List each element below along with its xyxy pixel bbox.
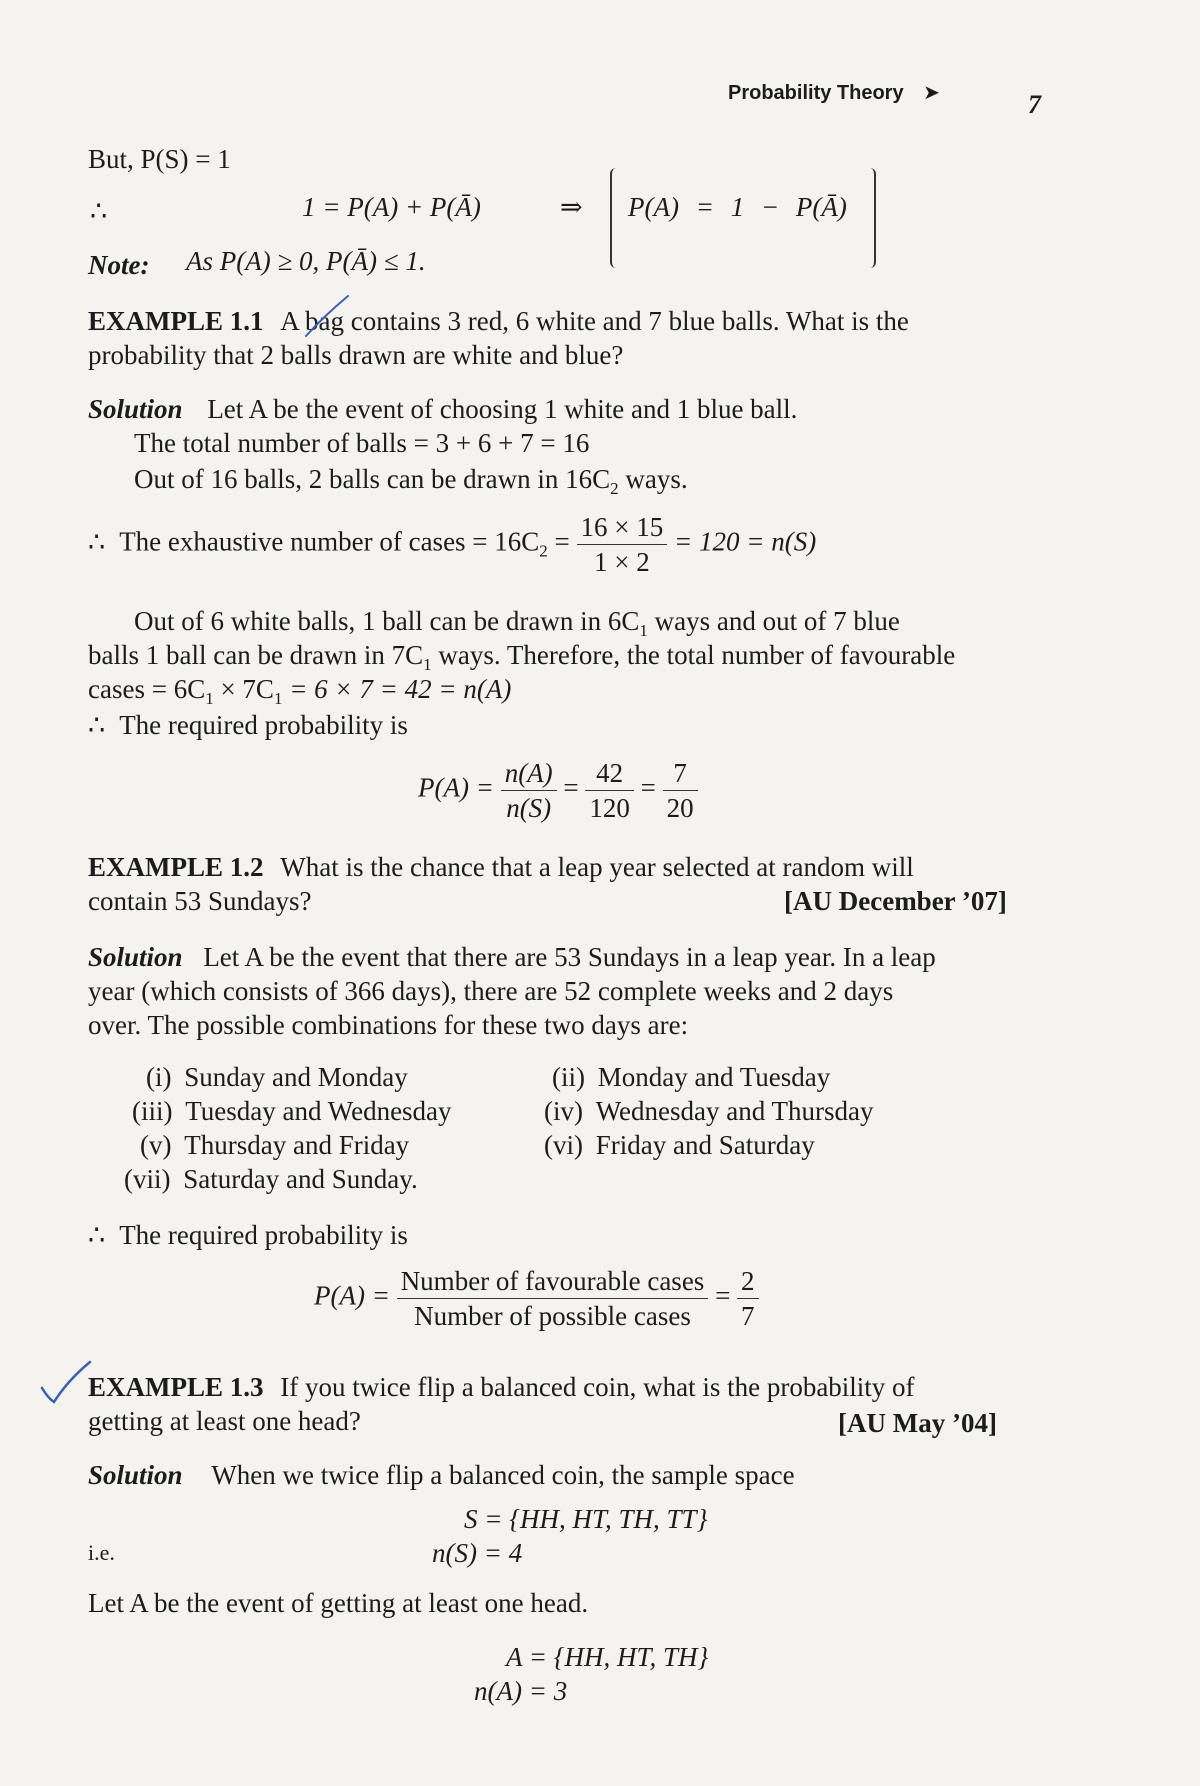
fraction-denominator: n(S)	[506, 793, 552, 823]
fraction-denominator: Number of possible cases	[414, 1301, 691, 1331]
solution-text: Let A be the event of choosing 1 white and 1 blue ball.	[207, 394, 798, 424]
fraction-7-20	[663, 756, 698, 825]
fraction-denominator: 120	[589, 793, 630, 823]
fraction-na-ns	[501, 756, 557, 825]
sample-space-set: S = {HH, HT, TH, TT}	[464, 1504, 708, 1534]
pa-label: P(A) =	[314, 1280, 397, 1311]
solution-label: Solution	[88, 1460, 183, 1490]
ways-sub: 2	[610, 479, 619, 498]
example-1-3-label: EXAMPLE 1.3	[88, 1372, 264, 1402]
favourable-sub-2: 1	[423, 655, 432, 674]
list-item	[124, 1162, 418, 1196]
running-header	[728, 80, 940, 105]
event-size: n(A) = 3	[474, 1676, 568, 1706]
example-1-3-question-line-2: getting at least one head?	[88, 1406, 361, 1436]
list-item	[544, 1094, 874, 1128]
therefore-symbol: ∴	[88, 526, 106, 557]
list-number: (ii)	[552, 1062, 585, 1092]
example-1-1-question-line-2: probability that 2 balls drawn are white and blue?	[88, 340, 624, 370]
example-1-3-reference: [AU May ’04]	[838, 1408, 997, 1438]
example-1-1-question-text-1: A bag contains 3 red, 6 white and 7 blue balls. What is the	[280, 306, 909, 336]
list-item	[552, 1060, 830, 1094]
fraction-denominator: 1 × 2	[594, 547, 650, 577]
favourable-text-3c: = 6 × 7 = 42 = n(A)	[282, 674, 512, 704]
favourable-text-1a: Out of 6 white balls, 1 ball can be drawn in 6C	[134, 606, 640, 636]
example-1-2-reference: [AU December ’07]	[784, 886, 1007, 916]
example-1-1-solution-line-1	[88, 392, 797, 426]
page-number: 7	[1028, 90, 1041, 119]
header-title: Probability Theory	[728, 82, 904, 104]
exhaustive-text: The exhaustive number of cases = 16C	[119, 526, 540, 557]
list-number: (v)	[140, 1130, 172, 1160]
favourable-text-2a: balls 1 ball can be drawn in 7C	[88, 640, 424, 670]
favourable-sub-1: 1	[639, 621, 648, 640]
example-1-1-label: EXAMPLE 1.1	[88, 306, 264, 336]
required-probability-line	[88, 1218, 408, 1252]
ways-text: Out of 16 balls, 2 balls can be drawn in 16C	[134, 464, 611, 494]
example-1-3-solution-line-1	[88, 1458, 795, 1492]
favourable-sub-3a: 1	[205, 689, 214, 708]
fraction-numerator: 16 × 15	[577, 510, 668, 545]
fraction-2-7	[737, 1264, 759, 1333]
event-set: A = {HH, HT, TH}	[506, 1642, 709, 1672]
boxed-equation: P(A) = 1 − P(Ā)	[628, 192, 847, 222]
list-text: Thursday and Friday	[184, 1130, 410, 1160]
example-1-2-solution-line-3: over. The possible combinations for these two days are:	[88, 1010, 689, 1040]
fraction-numerator: 7	[663, 756, 698, 791]
handwritten-checkmark-icon	[36, 1358, 96, 1418]
example-1-2-label: EXAMPLE 1.2	[88, 852, 264, 882]
favourable-text-1b: ways and out of 7 blue	[647, 606, 900, 636]
list-number: (i)	[146, 1062, 172, 1092]
fraction-denominator: 7	[741, 1301, 755, 1331]
therefore-symbol: ∴	[88, 710, 106, 740]
list-text: Tuesday and Wednesday	[185, 1096, 452, 1126]
required-text: The required probability is	[119, 1220, 408, 1250]
exhaustive-eq: =	[547, 526, 577, 557]
example-1-2-question-line-2: contain 53 Sundays?	[88, 886, 312, 916]
list-item	[132, 1094, 452, 1128]
implies-arrow: ⇒	[560, 192, 583, 222]
required-probability-line	[88, 708, 408, 742]
favourable-text-3b: × 7C	[213, 674, 274, 704]
ways-line	[134, 462, 688, 506]
probability-result-1-1: P(A) = $\frac{n(A)}{n(S)}$ = $\frac{42}{120}$ = $\frac{7}{20}$	[418, 756, 698, 825]
required-text: The required probability is	[119, 710, 408, 740]
handwritten-stroke-icon	[302, 292, 352, 342]
sample-space-size: n(S) = 4	[432, 1538, 523, 1568]
ie-label: i.e.	[88, 1540, 115, 1565]
exhaustive-fraction	[577, 510, 668, 579]
list-number: (iv)	[544, 1096, 583, 1126]
exhaustive-cases-line	[88, 510, 816, 579]
fraction-numerator: Number of favourable cases	[397, 1264, 709, 1299]
list-text: Wednesday and Thursday	[595, 1096, 874, 1126]
fraction-favourable-possible	[397, 1264, 709, 1333]
probability-result-1-2: P(A) = $\frac{\text{Number of favourable cases}}{\text{Number of possible cases}}$ = $\frac{2}{7}$	[314, 1264, 759, 1333]
favourable-text-3a: cases = 6C	[88, 674, 206, 704]
favourable-text-2b: ways. Therefore, the total number of favourable	[431, 640, 956, 670]
example-1-3-question-text-1: If you twice flip a balanced coin, what is the probability of	[280, 1372, 915, 1402]
fraction-numerator: n(A)	[501, 756, 557, 791]
note-text: As P(A) ≥ 0, P(Ā) ≤ 1.	[186, 246, 426, 276]
list-text: Friday and Saturday	[595, 1130, 815, 1160]
list-number: (vi)	[544, 1130, 583, 1160]
example-1-2-question-line-1	[88, 850, 914, 884]
example-1-2-solution-line-1	[88, 940, 936, 974]
example-1-2-question-text-1: What is the chance that a leap year selected at random will	[280, 852, 914, 882]
therefore-symbol: ∴	[88, 1220, 106, 1250]
exhaustive-sub: 2	[539, 541, 548, 561]
exhaustive-result: = 120 = n(S)	[667, 526, 817, 557]
list-item	[140, 1128, 409, 1162]
list-text: Monday and Tuesday	[597, 1062, 831, 1092]
total-balls-line: The total number of balls = 3 + 6 + 7 = 16	[134, 428, 590, 458]
list-text: Saturday and Sunday.	[183, 1164, 418, 1194]
but-line: But, P(S) = 1	[88, 144, 231, 174]
ways-post: ways.	[618, 464, 688, 494]
header-arrow-icon: ➤	[923, 82, 940, 104]
fraction-numerator: 2	[737, 1264, 759, 1299]
example-1-1-question-line-1	[88, 304, 909, 338]
fraction-42-120	[585, 756, 634, 825]
list-number: (vii)	[124, 1164, 171, 1194]
solution-label: Solution	[88, 394, 183, 424]
list-number: (iii)	[132, 1096, 173, 1126]
therefore-symbol: ∴	[90, 196, 108, 226]
note-label: Note:	[88, 250, 150, 280]
fraction-numerator: 42	[585, 756, 634, 791]
complement-equation: 1 = P(A) + P(Ā)	[302, 192, 481, 222]
event-definition: Let A be the event of getting at least one head.	[88, 1588, 589, 1618]
favourable-sub-3b: 1	[273, 689, 283, 708]
list-text: Sunday and Monday	[184, 1062, 408, 1092]
example-1-3-question-line-1	[88, 1370, 915, 1404]
solution-text: Let A be the event that there are 53 Sundays in a leap year. In a leap	[203, 942, 936, 972]
example-1-2-solution-line-2: year (which consists of 366 days), there are 52 complete weeks and 2 days	[88, 976, 894, 1006]
list-item	[146, 1060, 408, 1094]
solution-label: Solution	[88, 942, 183, 972]
list-item	[544, 1128, 815, 1162]
pa-label: P(A) =	[418, 772, 501, 803]
solution-text: When we twice flip a balanced coin, the sample space	[211, 1460, 795, 1490]
fraction-denominator: 20	[666, 793, 694, 823]
